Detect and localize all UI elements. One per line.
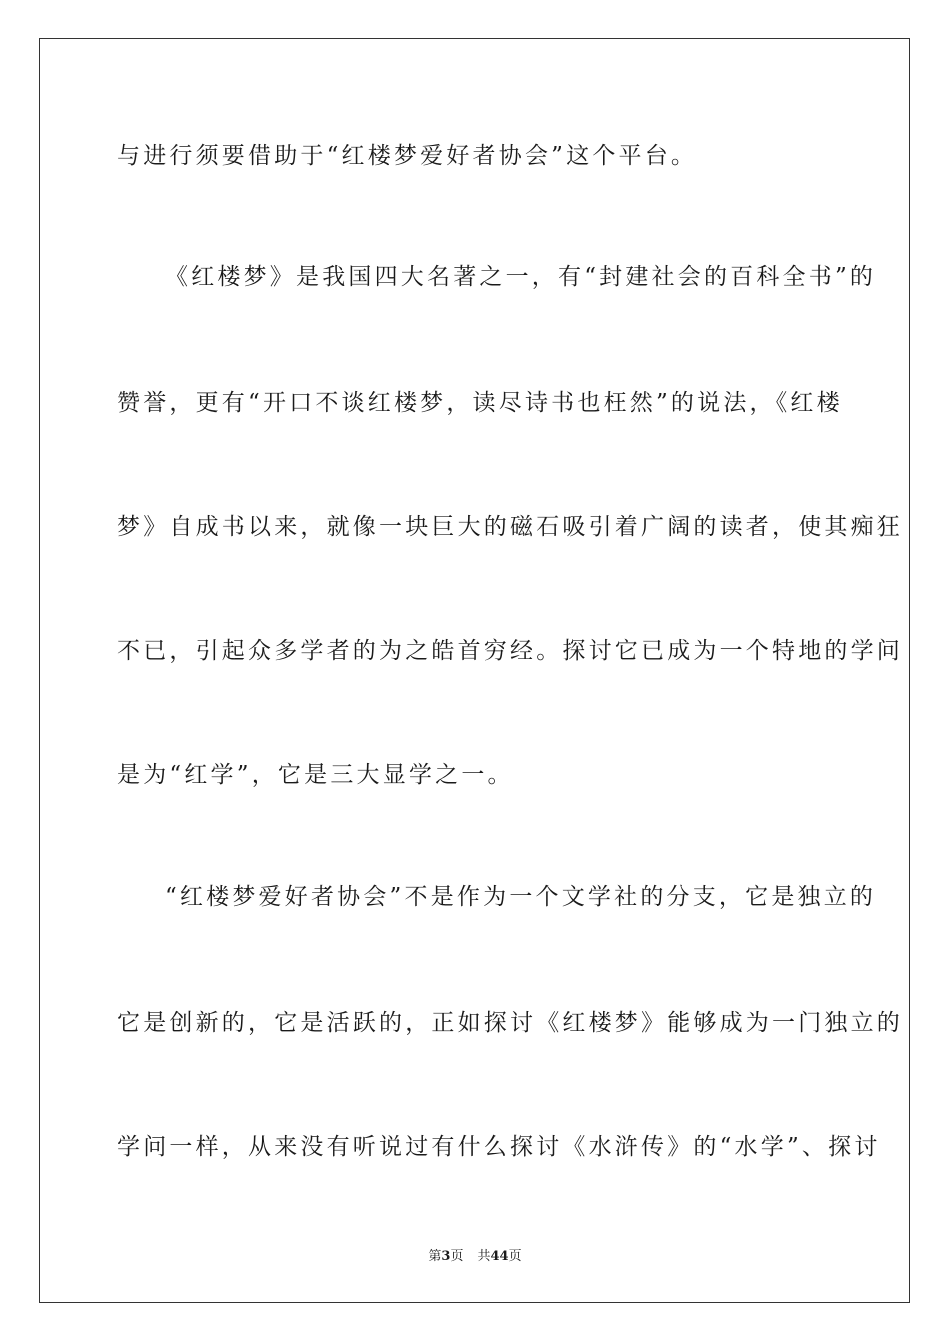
paragraph-line-8: 它是创新的，它是活跃的，正如探讨《红楼梦》能够成为一门独立的	[117, 1010, 903, 1036]
page-current: 3	[441, 1249, 451, 1264]
paragraph-line-7: “红楼梦爱好者协会”不是作为一个文学社的分支，它是独立的	[165, 884, 877, 910]
page-border	[39, 38, 910, 1303]
paragraph-line-4: 梦》自成书以来，就像一块巨大的磁石吸引着广阔的读者，使其痴狂	[117, 514, 903, 540]
paragraph-line-6: 是为“红学”，它是三大显学之一。	[117, 762, 514, 788]
total-prefix: 共	[477, 1249, 491, 1264]
paragraph-line-5: 不已，引起众多学者的为之皓首穷经。探讨它已成为一个特地的学问	[117, 638, 903, 664]
total-suffix: 页	[508, 1249, 522, 1264]
page-suffix: 页	[450, 1249, 464, 1264]
page-total: 44	[490, 1249, 509, 1264]
page-prefix: 第	[428, 1249, 442, 1264]
paragraph-line-9: 学问一样，从来没有听说过有什么探讨《水浒传》的“水学”、探讨	[117, 1134, 881, 1160]
paragraph-line-1: 与进行须要借助于“红楼梦爱好者协会”这个平台。	[117, 143, 698, 169]
page-footer	[0, 1248, 950, 1266]
paragraph-line-2: 《红楼梦》是我国四大名著之一，有“封建社会的百科全书”的	[165, 264, 877, 290]
paragraph-line-3: 赞誉，更有“开口不谈红楼梦，读尽诗书也枉然”的说法，《红楼	[117, 390, 843, 416]
